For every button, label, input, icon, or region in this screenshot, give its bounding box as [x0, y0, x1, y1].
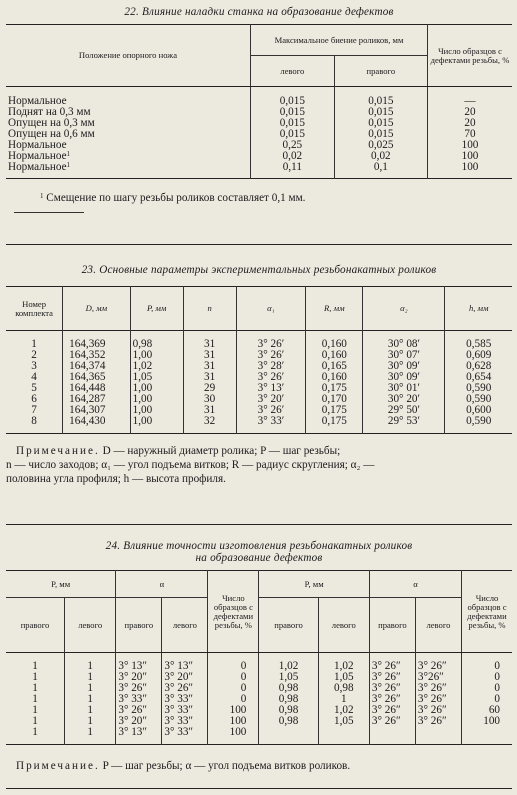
cell: 3° 26′ — [236, 372, 306, 383]
cell: 30° 20′ — [363, 394, 445, 405]
cell-position — [6, 87, 251, 107]
cell-a: 3° 20″ — [116, 672, 162, 683]
cell: 1 — [31, 338, 37, 350]
cell: 31 — [183, 361, 236, 372]
cell-pct: — — [428, 87, 513, 107]
table-22-body — [6, 87, 512, 179]
cell-b: 3° 26″ — [369, 672, 415, 683]
cell-left: 0,11 — [251, 162, 335, 173]
cell-b — [415, 727, 461, 745]
spacer-cell — [251, 173, 335, 179]
position-text: Нормальное — [8, 94, 67, 107]
cell-b: 3°26″ — [415, 672, 461, 683]
cell: 0,175 — [306, 405, 363, 416]
cell: 30° 08′ — [363, 331, 445, 351]
cell: 3° 13′ — [236, 383, 306, 394]
note-line-3: половина угла профиля; h — высота профиля. — [6, 473, 226, 485]
spacer-cell — [6, 173, 251, 179]
cell-b: 1,05 — [318, 672, 369, 683]
cell: 3° 26′ — [236, 331, 306, 351]
cell-left: 0,25 — [251, 140, 335, 151]
cell-a: 0 — [208, 683, 259, 694]
table-23-body — [6, 331, 512, 434]
cell-b: 0 — [462, 653, 513, 673]
cell-b: 3° 26″ — [415, 705, 461, 716]
header-P-left-2: левого — [318, 598, 369, 653]
cell-a: 1 — [65, 727, 116, 745]
table-row — [6, 716, 512, 727]
cell-b: 0 — [462, 694, 513, 705]
cell-a: 0 — [208, 653, 259, 673]
note-line-2: n — число заходов; α₁ — угол подъема витков; R — радиус скругления; α₂ — — [6, 459, 375, 471]
bottom-rule — [6, 788, 512, 789]
cell-pct: 100 — [428, 151, 513, 162]
cell: 3° 20′ — [236, 394, 306, 405]
table-row — [6, 129, 512, 140]
cell-a: 100 — [208, 716, 259, 727]
cell-a: 1 — [32, 660, 38, 672]
cell-b — [462, 727, 513, 745]
header-position: Положение опорного ножа — [6, 25, 251, 87]
table-23-section — [6, 264, 512, 486]
header-P-left: левого — [65, 598, 116, 653]
cell-b: 0,98 — [259, 716, 318, 727]
section-divider — [6, 524, 512, 525]
cell: 0,165 — [306, 361, 363, 372]
cell-b: 3° 26″ — [369, 653, 415, 673]
cell: 30° 09′ — [363, 372, 445, 383]
cell: 31 — [183, 331, 236, 351]
table-24-title-line-1: 24. Влияние точности изготовления резьбонакатных роликов — [105, 540, 413, 552]
header-alpha-2: α — [369, 571, 461, 598]
cell: 29° 50′ — [363, 405, 445, 416]
header-7: h, мм — [445, 287, 512, 331]
cell: 0,175 — [306, 416, 363, 434]
cell-b: 3° 26″ — [415, 653, 461, 673]
cell: 30° 07′ — [363, 350, 445, 361]
cell-a: 1 — [32, 715, 38, 727]
position-text: Нормальное — [8, 160, 67, 173]
cell-left: 0,015 — [251, 129, 335, 140]
spacer-cell — [428, 173, 513, 179]
cell-left: 0,02 — [251, 151, 335, 162]
cell-a: 3° 20″ — [116, 716, 162, 727]
cell-b: 0 — [462, 672, 513, 683]
cell-a: 1 — [65, 705, 116, 716]
table-row — [6, 653, 512, 673]
table-row — [6, 416, 512, 434]
cell-a: 1 — [32, 682, 38, 694]
cell-a: 100 — [208, 727, 259, 745]
cell: 6 — [31, 393, 37, 405]
table-row — [6, 331, 512, 351]
cell-right: 0,015 — [334, 118, 427, 129]
cell-b: 0,98 — [259, 694, 318, 705]
header-P-right-2: правого — [259, 598, 318, 653]
cell-left: 0,015 — [251, 87, 335, 107]
table-24-body — [6, 653, 512, 745]
cell-b: 0 — [462, 683, 513, 694]
cell-b: 0,98 — [259, 683, 318, 694]
footnote-ref: 1 — [66, 149, 71, 158]
cell-a: 3° 33″ — [162, 716, 208, 727]
cell: 0,590 — [445, 394, 512, 405]
header-alpha-right-2: правого — [369, 598, 415, 653]
cell: 164,365 — [63, 372, 131, 383]
cell-a: 3° 33″ — [162, 705, 208, 716]
cell-a: 1 — [65, 653, 116, 673]
cell: 0,98 — [130, 331, 183, 351]
cell-left: 0,015 — [251, 107, 335, 118]
position-text: Опущен на 0,6 мм — [8, 127, 95, 140]
header-P-2: P, мм — [259, 571, 370, 598]
cell: 0,160 — [306, 372, 363, 383]
cell: 1,00 — [130, 405, 183, 416]
header-6: α₂ — [363, 287, 445, 331]
cell-position — [6, 162, 251, 173]
table-row — [6, 140, 512, 151]
cell-b: 0,98 — [259, 705, 318, 716]
position-text: Поднят на 0,3 мм — [8, 105, 91, 118]
header-1: D, мм — [63, 287, 131, 331]
cell: 0,600 — [445, 405, 512, 416]
cell-a: 3° 20″ — [162, 672, 208, 683]
cell-pct: 100 — [428, 140, 513, 151]
cell-left: 0,015 — [251, 118, 335, 129]
cell-a: 3° 26″ — [116, 705, 162, 716]
cell: 0,160 — [306, 331, 363, 351]
cell-a: 1 — [65, 716, 116, 727]
footnote-text: Смещение по шагу резьбы роликов составляет 0,1 мм. — [46, 192, 306, 204]
cell: 0,590 — [445, 416, 512, 434]
cell-a: 1 — [32, 693, 38, 705]
cell-a: 1 — [32, 671, 38, 683]
cell: 31 — [183, 405, 236, 416]
cell: 30° 01′ — [363, 383, 445, 394]
cell-b: 1,02 — [318, 705, 369, 716]
cell-a: 0 — [208, 672, 259, 683]
cell: 1,00 — [130, 416, 183, 434]
table-row-spacer — [6, 173, 512, 179]
cell-a: 100 — [208, 705, 259, 716]
cell: 164,369 — [63, 331, 131, 351]
header-alpha-left-2: левого — [415, 598, 461, 653]
cell: 0,160 — [306, 350, 363, 361]
table-24-note — [6, 759, 512, 773]
cell-a: 3° 13″ — [116, 653, 162, 673]
position-text: Нормальное — [8, 149, 67, 162]
cell-b: 3° 26″ — [415, 694, 461, 705]
table-23-note — [6, 444, 512, 486]
header-0: Номер комплекта — [15, 298, 53, 318]
header-alpha: α — [116, 571, 208, 598]
cell-right: 0,015 — [334, 107, 427, 118]
table-row — [6, 151, 512, 162]
cell-pct: 20 — [428, 107, 513, 118]
table-row — [6, 87, 512, 107]
cell-right: 0,015 — [334, 129, 427, 140]
header-2: P, мм — [130, 287, 183, 331]
cell-right: 0,025 — [334, 140, 427, 151]
cell-b: 1 — [318, 694, 369, 705]
cell-b: 3° 26″ — [369, 705, 415, 716]
table-22-footnote — [6, 191, 512, 205]
header-defect-percent-2: Число образцов с дефектами резьбы, % — [462, 571, 513, 653]
note-label: Примечание. — [16, 445, 100, 457]
cell: 164,307 — [63, 405, 131, 416]
header-right: правого — [334, 56, 427, 87]
cell-a: 3° 26″ — [116, 683, 162, 694]
cell-a: 3° 13″ — [162, 653, 208, 673]
cell: 0,654 — [445, 372, 512, 383]
cell-b — [318, 727, 369, 745]
cell-pct: 20 — [428, 118, 513, 129]
cell: 8 — [31, 415, 37, 427]
cell: 4 — [31, 371, 37, 383]
cell: 164,374 — [63, 361, 131, 372]
cell-pct: 70 — [428, 129, 513, 140]
cell: 30° 09′ — [363, 361, 445, 372]
cell-a: 3° 13″ — [116, 727, 162, 745]
cell: 29 — [183, 383, 236, 394]
cell: 0,585 — [445, 331, 512, 351]
cell: 5 — [31, 382, 37, 394]
cell: 3° 26′ — [236, 405, 306, 416]
cell: 1,05 — [130, 372, 183, 383]
footnote-separator — [14, 212, 84, 213]
header-3: n — [183, 287, 236, 331]
cell: 0,590 — [445, 383, 512, 394]
cell: 2 — [31, 349, 37, 361]
cell-a: 3° 33″ — [162, 694, 208, 705]
note-label: Примечание. — [16, 760, 100, 772]
cell-right: 0,015 — [334, 87, 427, 107]
cell-b: 1,05 — [259, 672, 318, 683]
cell-b: 3° 26″ — [369, 683, 415, 694]
cell-b: 60 — [462, 705, 513, 716]
cell-b: 100 — [462, 716, 513, 727]
cell-a: 3° 33″ — [116, 694, 162, 705]
position-text: Нормальное — [8, 138, 67, 151]
cell: 164,352 — [63, 350, 131, 361]
header-defect-percent: Число образцов с дефектами резьбы, % — [428, 25, 513, 87]
cell-b: 1,02 — [318, 653, 369, 673]
cell-a: 3° 33″ — [162, 727, 208, 745]
cell: 3° 33′ — [236, 416, 306, 434]
header-alpha-left: левого — [162, 598, 208, 653]
header-alpha-right: правого — [116, 598, 162, 653]
cell-a: 1 — [32, 726, 38, 738]
cell: 32 — [183, 416, 236, 434]
cell: 164,287 — [63, 394, 131, 405]
cell: 29° 53′ — [363, 416, 445, 434]
spacer-cell — [334, 173, 427, 179]
cell-a: 1 — [32, 704, 38, 716]
cell-b — [369, 727, 415, 745]
header-5: R, мм — [306, 287, 363, 331]
note-text: P — шаг резьбы; α — угол подъема витков роликов. — [99, 760, 351, 772]
cell-b: 3° 26″ — [369, 716, 415, 727]
cell: 1,00 — [130, 350, 183, 361]
cell: 1,00 — [130, 394, 183, 405]
cell: 1,00 — [130, 383, 183, 394]
cell: 164,448 — [63, 383, 131, 394]
table-23 — [6, 286, 512, 434]
table-24-title-line-2: на образование дефектов — [195, 552, 323, 564]
cell-a: 3° 26″ — [162, 683, 208, 694]
header-defect-percent: Число образцов с дефектами резьбы, % — [208, 571, 259, 653]
cell: 30 — [183, 394, 236, 405]
header-P-right: правого — [20, 619, 50, 630]
cell-b: 1,02 — [259, 653, 318, 673]
table-22 — [6, 24, 512, 179]
cell: 7 — [31, 404, 37, 416]
cell: 3° 26′ — [236, 350, 306, 361]
section-divider — [6, 244, 512, 245]
header-4: α₁ — [236, 287, 306, 331]
cell-b: 1,05 — [318, 716, 369, 727]
header-runout: Максимальное биение роликов, мм — [251, 25, 428, 56]
cell: 3 — [31, 360, 37, 372]
cell: 1,02 — [130, 361, 183, 372]
table-24 — [6, 570, 512, 745]
cell-pct: 100 — [428, 162, 513, 173]
table-22-section — [6, 6, 512, 205]
footnote-ref: 1 — [66, 160, 71, 169]
cell-b — [259, 727, 318, 745]
table-23-header-row — [6, 287, 512, 331]
cell-right: 0,02 — [334, 151, 427, 162]
cell: 0,170 — [306, 394, 363, 405]
cell-b: 3° 26″ — [415, 716, 461, 727]
cell: 0,628 — [445, 361, 512, 372]
position-text: Опущен на 0,3 мм — [8, 116, 95, 129]
header-P: P, мм — [6, 571, 116, 598]
cell: 0,609 — [445, 350, 512, 361]
table-23-title: 23. Основные параметры экспериментальных резьбонакатных роликов — [81, 264, 437, 276]
cell-a: 0 — [208, 694, 259, 705]
table-22-title: 22. Влияние наладки станка на образование дефектов — [124, 6, 394, 18]
cell-a: 1 — [65, 694, 116, 705]
cell-a: 1 — [65, 672, 116, 683]
cell: 0,175 — [306, 383, 363, 394]
header-left: левого — [251, 56, 335, 87]
table-row — [6, 162, 512, 173]
cell: 164,430 — [63, 416, 131, 434]
cell: 3° 28′ — [236, 361, 306, 372]
table-row — [6, 727, 512, 745]
cell-b: 3° 26″ — [415, 683, 461, 694]
cell: 31 — [183, 350, 236, 361]
table-24-section — [6, 540, 512, 773]
cell-b: 0,98 — [318, 683, 369, 694]
cell: 31 — [183, 372, 236, 383]
footnote-mark: 1 — [40, 192, 44, 200]
cell-a: 1 — [65, 683, 116, 694]
note-line-1: D — наружный диаметр ролика; P — шаг резьбы; — [99, 445, 341, 457]
cell-b: 3° 26″ — [369, 694, 415, 705]
cell-right: 0,1 — [334, 162, 427, 173]
